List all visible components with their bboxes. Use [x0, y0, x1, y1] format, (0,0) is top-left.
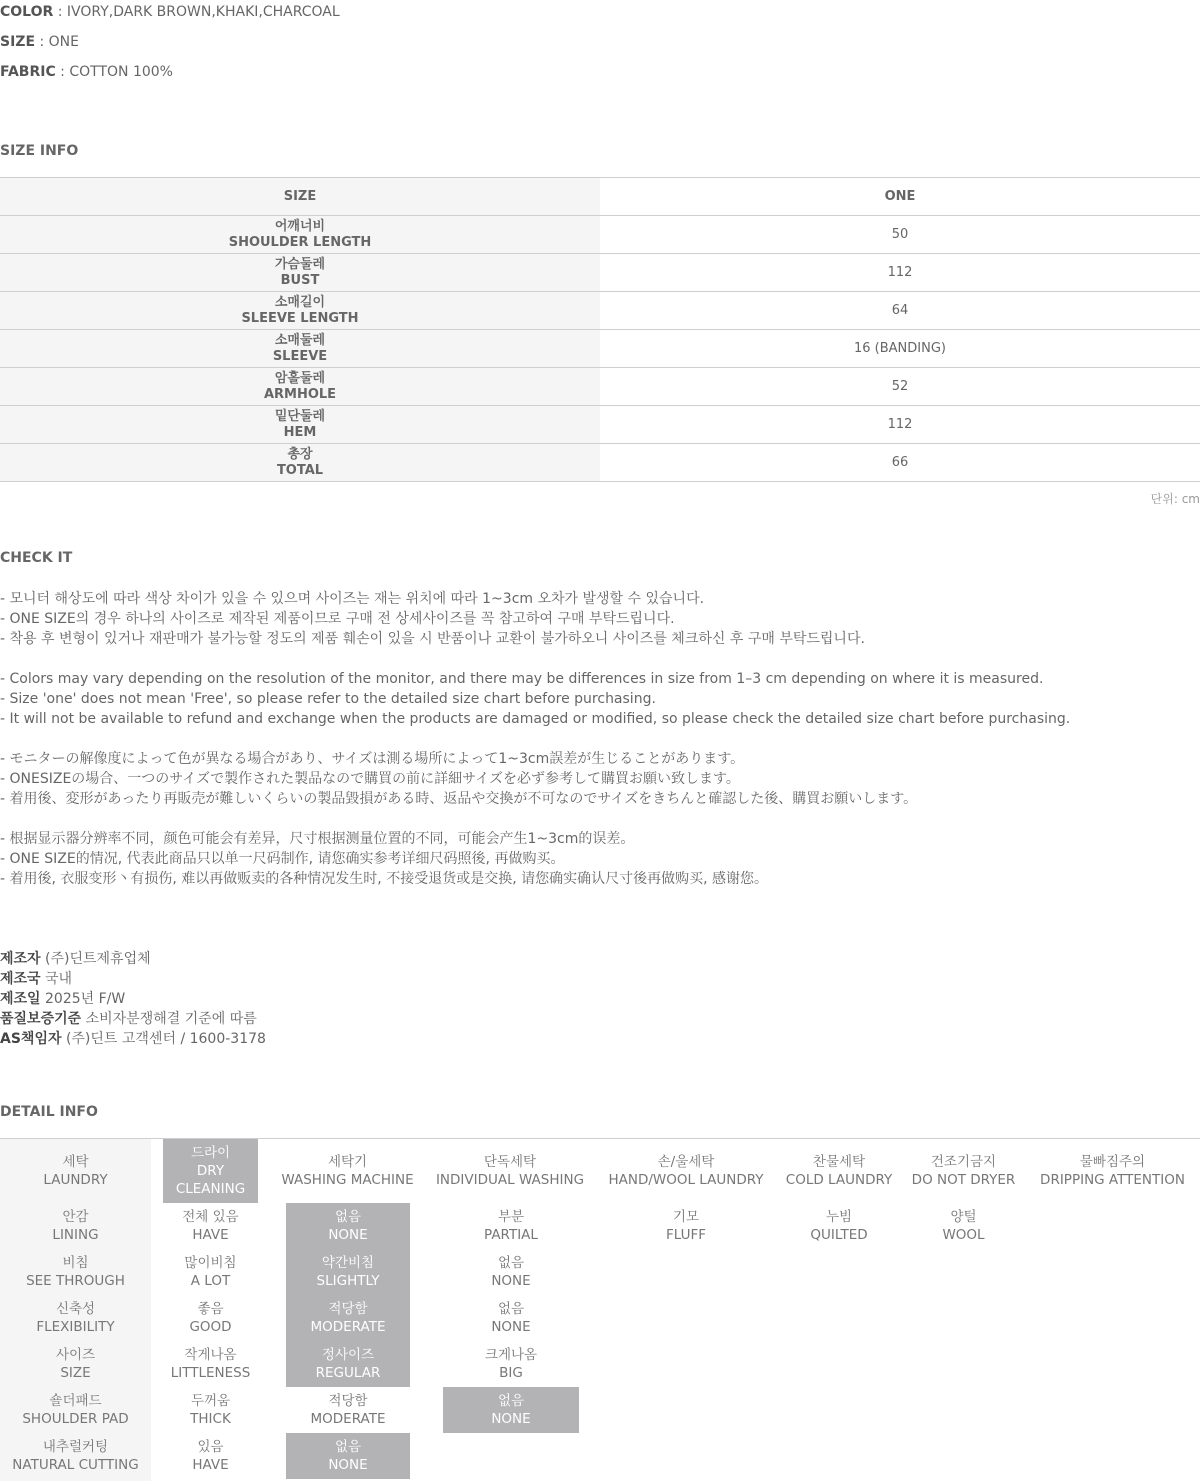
size-info-title: SIZE INFO — [0, 143, 79, 159]
size-row-label: 어깨너비 SHOULDER LENGTH — [0, 216, 600, 254]
size-row-value: 64 — [600, 292, 1200, 330]
note-line: - モニターの解像度によって色が異なる場合があり、サイズは測る場所によって1~3cm誤差が生じることがあります。 — [0, 751, 745, 767]
care-no-dryer: 건조기금지 DO NOT DRYER — [911, 1154, 1016, 1188]
maker-line: 제조자 (주)딘트제휴업체 — [0, 951, 151, 967]
care-dripping: 물빠짐주의 DRIPPING ATTENTION — [1040, 1154, 1185, 1188]
option-cell-selected: 없음 NONE — [286, 1433, 410, 1479]
detail-label-see-through: 비침 SEE THROUGH — [26, 1255, 125, 1289]
option-cell: 양털 WOOL — [942, 1209, 985, 1243]
size-row-label: 가슴둘레 BUST — [0, 254, 600, 292]
detail-label-shoulder-pad: 숄더패드 SHOULDER PAD — [22, 1393, 129, 1427]
option-cell-selected: 없음 NONE — [286, 1203, 410, 1249]
detail-label-size: 사이즈 SIZE — [55, 1347, 96, 1381]
care-cold-laundry: 찬물세탁 COLD LAUNDRY — [785, 1154, 893, 1188]
option-cell: 없음 NONE — [491, 1255, 531, 1289]
size-header-value: ONE — [600, 178, 1200, 216]
table-row — [0, 292, 1200, 330]
care-individual-washing: 단독세탁 INDIVIDUAL WASHING — [435, 1154, 585, 1188]
spec-size: SIZE : ONE — [0, 34, 79, 50]
size-row-label: 암홀둘레 ARMHOLE — [0, 368, 600, 406]
option-cell: 크게나옴 BIG — [484, 1347, 538, 1381]
table-row — [0, 178, 1200, 216]
spec-color: COLOR : IVORY,DARK BROWN,KHAKI,CHARCOAL — [0, 4, 340, 20]
note-line: - Size 'one' does not mean 'Free', so please refer to the detailed size chart before purchasing. — [0, 691, 656, 707]
option-cell: 없음 NONE — [491, 1301, 531, 1335]
spec-fabric: FABRIC : COTTON 100% — [0, 64, 173, 80]
table-row — [0, 406, 1200, 444]
note-line: - 根据显示器分辨率不同，颜色可能会有差异，尺寸根据测量位置的不同，可能会产生1~3cm的误差。 — [0, 831, 635, 847]
note-line: - 着用後, 衣服变形丶有损伤, 难以再做贩卖的各种情况发生时, 不接受退货或是交换, 请您确实确认尺寸後再做购买, 感谢您。 — [0, 871, 769, 887]
maker-line: 품질보증기준 소비자분쟁해결 기준에 따름 — [0, 1011, 257, 1027]
size-row-value: 16 (BANDING) — [600, 330, 1200, 368]
size-row-label: 소매둘레 SLEEVE — [0, 330, 600, 368]
check-it-notes — [0, 589, 1200, 909]
size-row-value: 112 — [600, 406, 1200, 444]
table-row — [0, 368, 1200, 406]
note-line: - 모니터 해상도에 따라 색상 차이가 있을 수 있으며 사이즈는 재는 위치에 따라 1~3cm 오차가 발생할 수 있습니다. — [0, 591, 705, 607]
detail-label-lining: 안감 LINING — [52, 1209, 99, 1243]
maker-line: AS책임자 (주)딘트 고객센터 / 1600-3178 — [0, 1031, 266, 1047]
table-row — [0, 444, 1200, 482]
size-row-value: 112 — [600, 254, 1200, 292]
option-cell: 누빔 QUILTED — [810, 1209, 868, 1243]
note-line: - ONE SIZE的情况, 代表此商品只以单一尺码制作, 请您确实参考详细尺码照後, 再做购买。 — [0, 851, 565, 867]
note-line: - ONE SIZE의 경우 하나의 사이즈로 제작된 제품이므로 구매 전 상세사이즈를 꼭 참고하여 구매 부탁드립니다. — [0, 611, 675, 627]
option-cell-selected: 적당함 MODERATE — [286, 1295, 410, 1341]
check-it-title: CHECK IT — [0, 550, 73, 566]
note-line: - Colors may vary depending on the resolution of the monitor, and there may be differences in size from 1–3 cm depending on where it is measured. — [0, 671, 1044, 687]
table-row — [0, 330, 1200, 368]
maker-line: 제조국 국내 — [0, 971, 73, 987]
size-row-label: 소매길이 SLEEVE LENGTH — [0, 292, 600, 330]
maker-line: 제조일 2025년 F/W — [0, 991, 126, 1007]
size-header-label: SIZE — [0, 178, 600, 216]
option-cell: 전체 있음 HAVE — [182, 1209, 239, 1243]
option-cell: 많이비침 A LOT — [184, 1255, 237, 1289]
notes-english — [0, 669, 1200, 729]
note-line: - ONESIZEの場合、一つのサイズで製作された製品なので購買の前に詳細サイズを必ず参考して購買お願い致します。 — [0, 771, 740, 787]
size-row-value: 50 — [600, 216, 1200, 254]
care-hand-wool: 손/울세탁 HAND/WOOL LAUNDRY — [608, 1154, 764, 1188]
option-cell: 기모 FLUFF — [665, 1209, 707, 1243]
unit-note: 단위: cm — [1150, 492, 1200, 506]
size-table — [0, 177, 1200, 482]
size-row-label: 총장 TOTAL — [0, 444, 600, 482]
note-line: - 着用後、変形があったり再販売が難しいくらいの製品毀損がある時、返品や交換が不可なのでサイズをきちんと確認した後、購買お願いします。 — [0, 791, 918, 807]
detail-label-flexibility: 신축성 FLEXIBILITY — [36, 1301, 115, 1335]
care-laundry: 세탁 LAUNDRY — [43, 1154, 108, 1188]
option-cell: 부분 PARTIAL — [484, 1209, 538, 1243]
note-line: - It will not be available to refund and exchange when the products are damaged or modified, so please check the detailed size chart before purchasing. — [0, 711, 1071, 727]
detail-grid — [0, 1138, 1200, 1480]
notes-korean — [0, 589, 1200, 649]
option-cell: 좋음 GOOD — [189, 1301, 232, 1335]
detail-info-title: DETAIL INFO — [0, 1104, 98, 1120]
notes-japanese — [0, 749, 1200, 809]
note-line: - 착용 후 변형이 있거나 재판매가 불가능할 정도의 제품 훼손이 있을 시 반품이나 교환이 불가하오니 사이즈를 체크하신 후 구매 부탁드립니다. — [0, 631, 865, 647]
option-cell-selected: 없음 NONE — [443, 1387, 579, 1433]
option-cell-selected: 정사이즈 REGULAR — [286, 1341, 410, 1387]
maker-info — [0, 949, 266, 1049]
option-cell: 적당함 MODERATE — [310, 1393, 386, 1427]
care-washing-machine: 세탁기 WASHING MACHINE — [281, 1154, 414, 1188]
table-row — [0, 254, 1200, 292]
size-row-value: 52 — [600, 368, 1200, 406]
size-row-label: 밑단둘레 HEM — [0, 406, 600, 444]
detail-label-natural-cutting: 내추럴커팅 NATURAL CUTTING — [12, 1439, 139, 1473]
care-dry-cleaning: 드라이 DRY CLEANING — [163, 1139, 258, 1203]
option-cell: 두꺼움 THICK — [190, 1393, 231, 1427]
notes-chinese — [0, 829, 1200, 889]
option-cell: 있음 HAVE — [192, 1439, 229, 1473]
option-cell-selected: 약간비침 SLIGHTLY — [286, 1249, 410, 1295]
size-row-value: 66 — [600, 444, 1200, 482]
table-row — [0, 216, 1200, 254]
option-cell: 작게나옴 LITTLENESS — [170, 1347, 251, 1381]
